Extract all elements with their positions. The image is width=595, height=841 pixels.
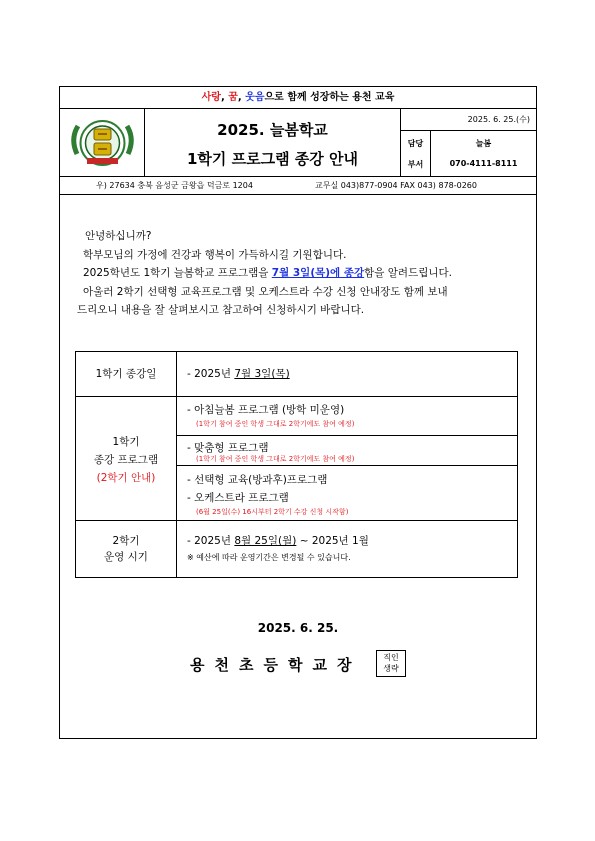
manager-value: 늘봄 [475, 139, 492, 148]
info-cell [401, 109, 536, 176]
signature-date: 2025. 6. 25. [257, 621, 339, 635]
greeting: 안녕하십니까? [85, 230, 152, 242]
school-emblem-icon [60, 109, 145, 176]
row1-value: - 2025년 7월 3일(목) [187, 368, 290, 380]
closing-date-highlight: 7월 3일(목)에 종강 [271, 267, 365, 279]
term2-start-date: 8월 25일(월) [234, 535, 297, 547]
body-line-4: 아울러 2학기 선택형 교육프로그램 및 오케스트라 수강 신청 안내장도 함께 보내 [83, 285, 448, 298]
motto-laugh: 웃음 [245, 92, 265, 103]
school-motto: 사랑, 꿈, 웃음으로 함께 성장하는 용천 교육 [60, 87, 536, 109]
dept-phone: 070-4111-8111 [449, 159, 518, 168]
label-dept: 부서 [407, 160, 424, 169]
letter-body [77, 227, 527, 320]
row3-note: ※ 예산에 따라 운영기간은 변경될 수 있습니다. [187, 553, 351, 562]
postal-address: 우) 27634 충북 음성군 금왕읍 덕금로 1204 [96, 181, 253, 190]
motto-dream: 꿈 [228, 92, 238, 103]
seal-line-1: 직인 [383, 653, 399, 662]
program-custom: - 맞춤형 프로그램 [187, 442, 269, 454]
label-manager: 담당 [407, 139, 424, 148]
motto-rest: 으로 함께 성장하는 용천 교육 [264, 92, 395, 103]
row2-label-c: (2학기 안내) [96, 472, 156, 484]
contact-numbers: 교무실 043)877-0904 FAX 043) 878-0260 [315, 181, 477, 190]
motto-love: 사랑 [201, 92, 221, 103]
address-bar [60, 177, 536, 195]
row2-label-b: 종강 프로그램 [93, 454, 159, 466]
row2-label-a: 1학기 [112, 436, 140, 448]
row-divider-prog [176, 435, 518, 436]
seal-box [376, 650, 406, 677]
row-divider-2 [76, 520, 517, 521]
body-line-2: 학부모님의 가정에 건강과 행복이 가득하시길 기원합니다. [83, 248, 347, 261]
body-line-5: 드리오니 내용을 잘 살펴보시고 참고하여 신청하시기 바랍니다. [77, 304, 365, 316]
info-values [431, 131, 536, 176]
closing-date: 7월 3일(목) [234, 368, 290, 380]
program-signup-note: (6월 25일(수) 16시부터 2학기 수강 신청 시작함) [196, 508, 349, 516]
seal-line-2: 생략 [383, 664, 399, 673]
document-title-line1: 2025. 늘봄학교 [217, 121, 328, 139]
principal-signature: 용천초등학교장 [190, 656, 362, 674]
info-labels [401, 131, 431, 176]
program-orchestra: - 오케스트라 프로그램 [187, 492, 289, 504]
document-frame [59, 86, 537, 739]
schedule-table [75, 351, 518, 578]
row1-label: 1학기 종강일 [95, 368, 157, 380]
logo-cell [60, 109, 145, 176]
row3-label-b: 운영 시기 [104, 551, 148, 563]
letter-header [60, 109, 536, 177]
program-morning-note: (1학기 참여 중인 학생 그대로 2학기에도 참여 예정) [196, 420, 355, 428]
row-divider-prog-2 [176, 465, 518, 466]
issue-date: 2025. 6. 25.(수) [401, 109, 536, 131]
row-divider-1 [76, 396, 517, 397]
body-line-3: 2025학년도 1학기 늘봄학교 프로그램을 7월 3일(목)에 종강함을 알려드립니다. [83, 267, 452, 279]
row3-value: - 2025년 8월 25일(월) ~ 2025년 1월 [187, 535, 369, 547]
program-morning: - 아침늘봄 프로그램 (방학 미운영) [187, 404, 345, 416]
title-cell [145, 109, 401, 176]
program-custom-note: (1학기 참여 중인 학생 그대로 2학기에도 참여 예정) [196, 455, 355, 463]
document-title-line2: 1학기 프로그램 종강 안내 [186, 150, 358, 168]
row3-label-a: 2학기 [112, 535, 140, 547]
program-afterschool: - 선택형 교육(방과후)프로그램 [187, 474, 328, 486]
